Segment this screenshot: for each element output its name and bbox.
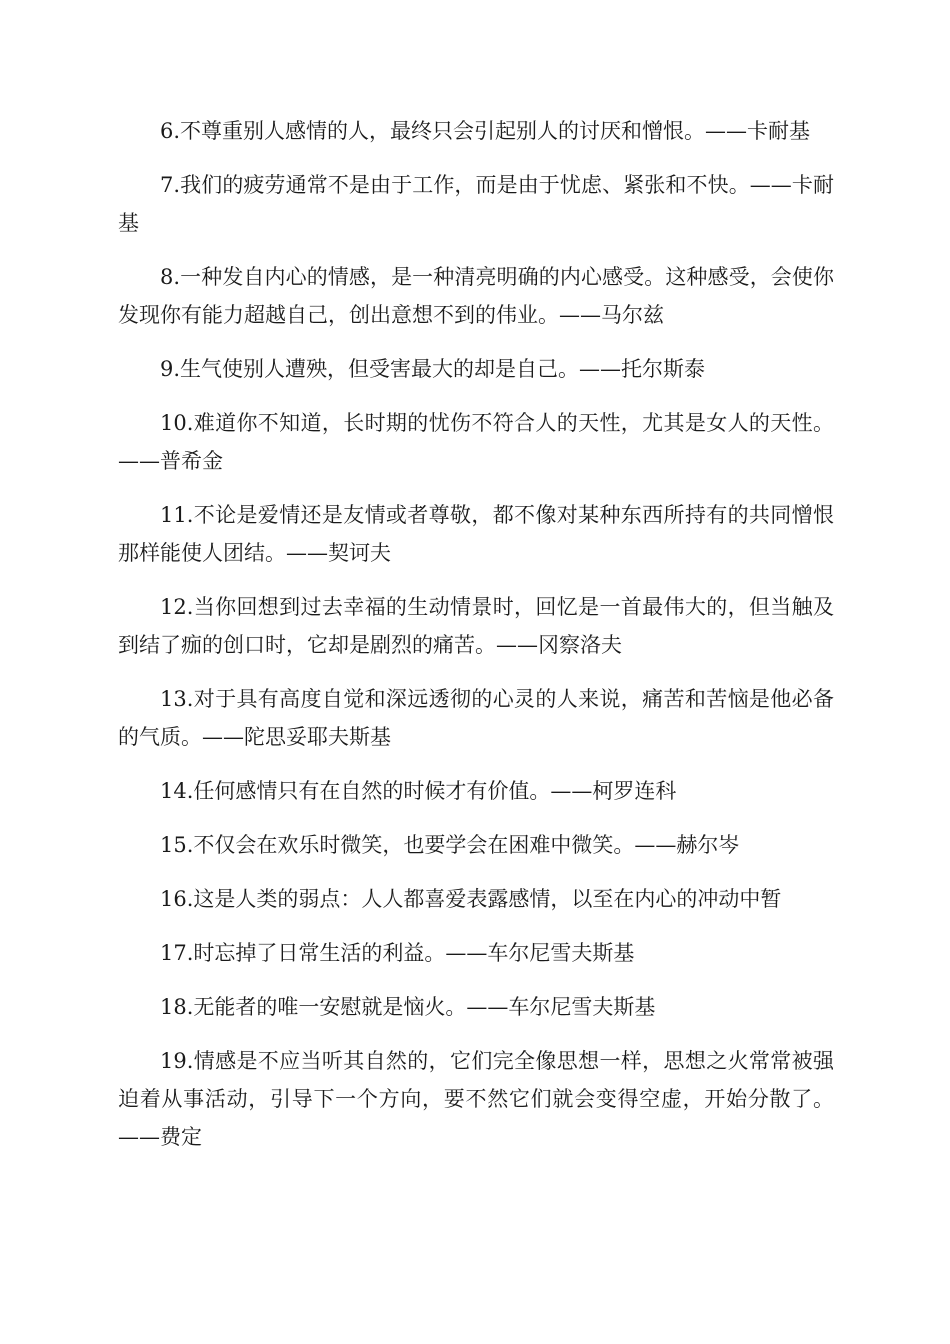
quote-paragraph: 15.不仅会在欢乐时微笑，也要学会在困难中微笑。——赫尔岑 [160, 833, 740, 857]
quote-paragraph: 12.当你回想到过去幸福的生动情景时，回忆是一首最伟大的，但当触及到结了痂的创口时，它却是剧烈的痛苦。——冈察洛夫 [118, 595, 834, 657]
quote-paragraph: 16.这是人类的弱点：人人都喜爱表露感情，以至在内心的冲动中暂 [160, 887, 782, 911]
quote-paragraph: 17.时忘掉了日常生活的利益。——车尔尼雪夫斯基 [160, 941, 635, 965]
quote-paragraph: 14.任何感情只有在自然的时候才有价值。——柯罗连科 [160, 779, 677, 803]
quote-paragraph: 7.我们的疲劳通常不是由于工作，而是由于忧虑、紧张和不快。——卡耐基 [118, 173, 834, 235]
quote-paragraph: 13.对于具有高度自觉和深远透彻的心灵的人来说，痛苦和苦恼是他必备的气质。——陀思妥耶夫斯基 [118, 687, 834, 749]
quote-paragraph: 10.难道你不知道，长时期的忧伤不符合人的天性，尤其是女人的天性。——普希金 [118, 411, 834, 473]
quote-paragraph: 18.无能者的唯一安慰就是恼火。——车尔尼雪夫斯基 [160, 995, 656, 1019]
quote-paragraph: 11.不论是爱情还是友情或者尊敬，都不像对某种东西所持有的共同憎恨那样能使人团结。——契诃夫 [118, 503, 834, 565]
quote-paragraph: 9.生气使别人遭殃，但受害最大的却是自己。——托尔斯泰 [160, 357, 706, 381]
quote-paragraph: 6.不尊重别人感情的人，最终只会引起别人的讨厌和憎恨。——卡耐基 [160, 119, 811, 143]
quote-paragraph: 8.一种发自内心的情感，是一种清亮明确的内心感受。这种感受，会使你发现你有能力超越自己，创出意想不到的伟业。——马尔兹 [118, 265, 834, 327]
quote-list [118, 112, 834, 1172]
quote-paragraph: 19.情感是不应当听其自然的，它们完全像思想一样，思想之火常常被强迫着从事活动，引导下一个方向，要不然它们就会变得空虚，开始分散了。——费定 [118, 1049, 834, 1149]
